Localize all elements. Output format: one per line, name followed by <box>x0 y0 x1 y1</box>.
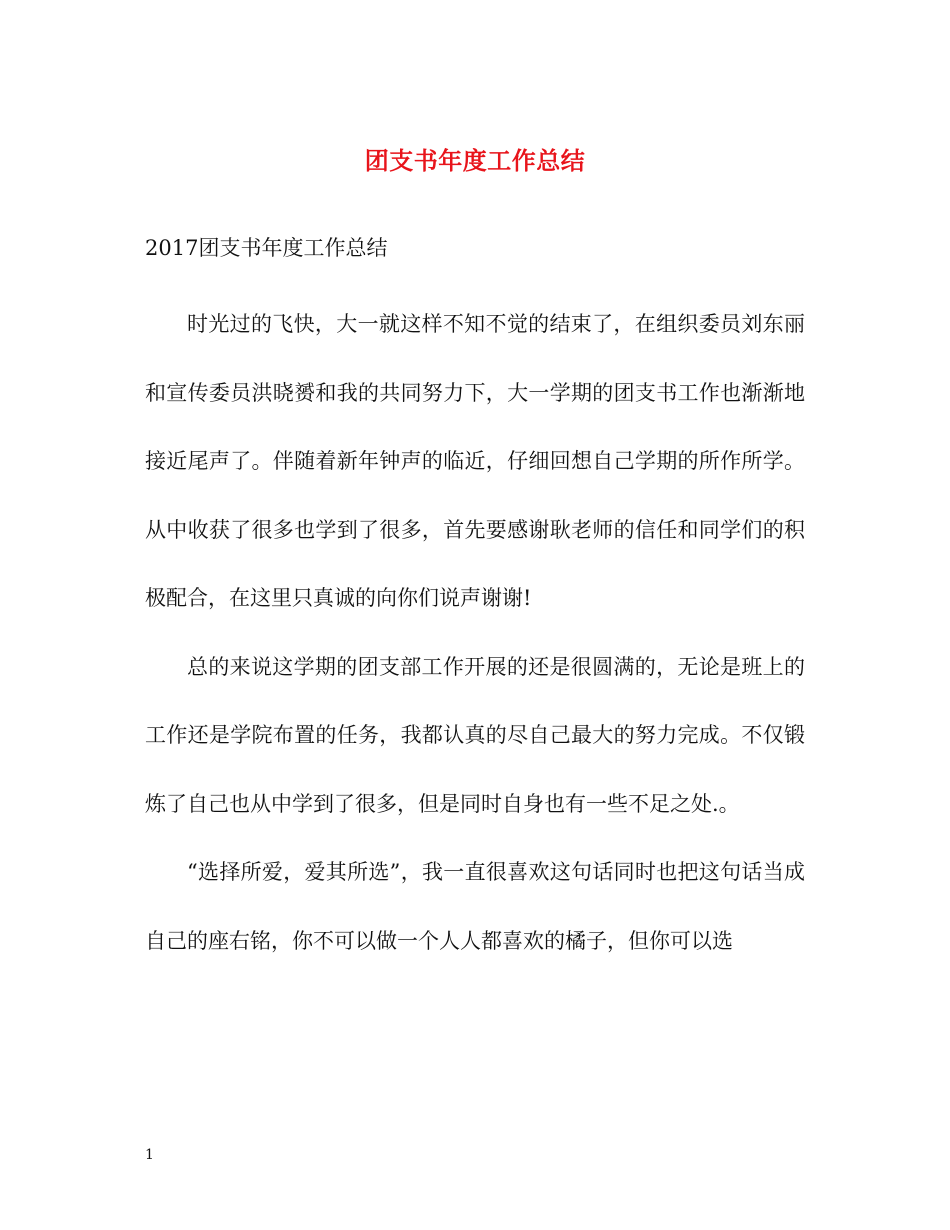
document-title: 团支书年度工作总结 <box>364 146 586 175</box>
body-paragraph: 时光过的飞快，大一就这样不知不觉的结束了，在组织委员刘东丽和宣传委员洪晓赟和我的共同努力下，大一学期的团支书工作也渐渐地接近尾声了。伴随着新年钟声的临近，仔细回想自己学期的所作所学。从中收获了很多也学到了很多，首先要感谢耿老师的信任和同学们的积极配合，在这里只真诚的向你们说声谢谢! <box>145 312 805 610</box>
document-subtitle: 2017团支书年度工作总结 <box>145 236 388 260</box>
body-paragraph: “选择所爱，爱其所选”，我一直很喜欢这句话同时也把这句话当成自己的座右铭，你不可以做一个人人都喜欢的橘子，但你可以选 <box>145 860 805 953</box>
page-number: 1 <box>145 1147 154 1163</box>
body-paragraph: 总的来说这学期的团支部工作开展的还是很圆满的，无论是班上的工作还是学院布置的任务，我都认真的尽自己最大的努力完成。不仅锻炼了自己也从中学到了很多，但是同时自身也有一些不足之处.。 <box>145 654 805 816</box>
document-body <box>145 290 805 975</box>
